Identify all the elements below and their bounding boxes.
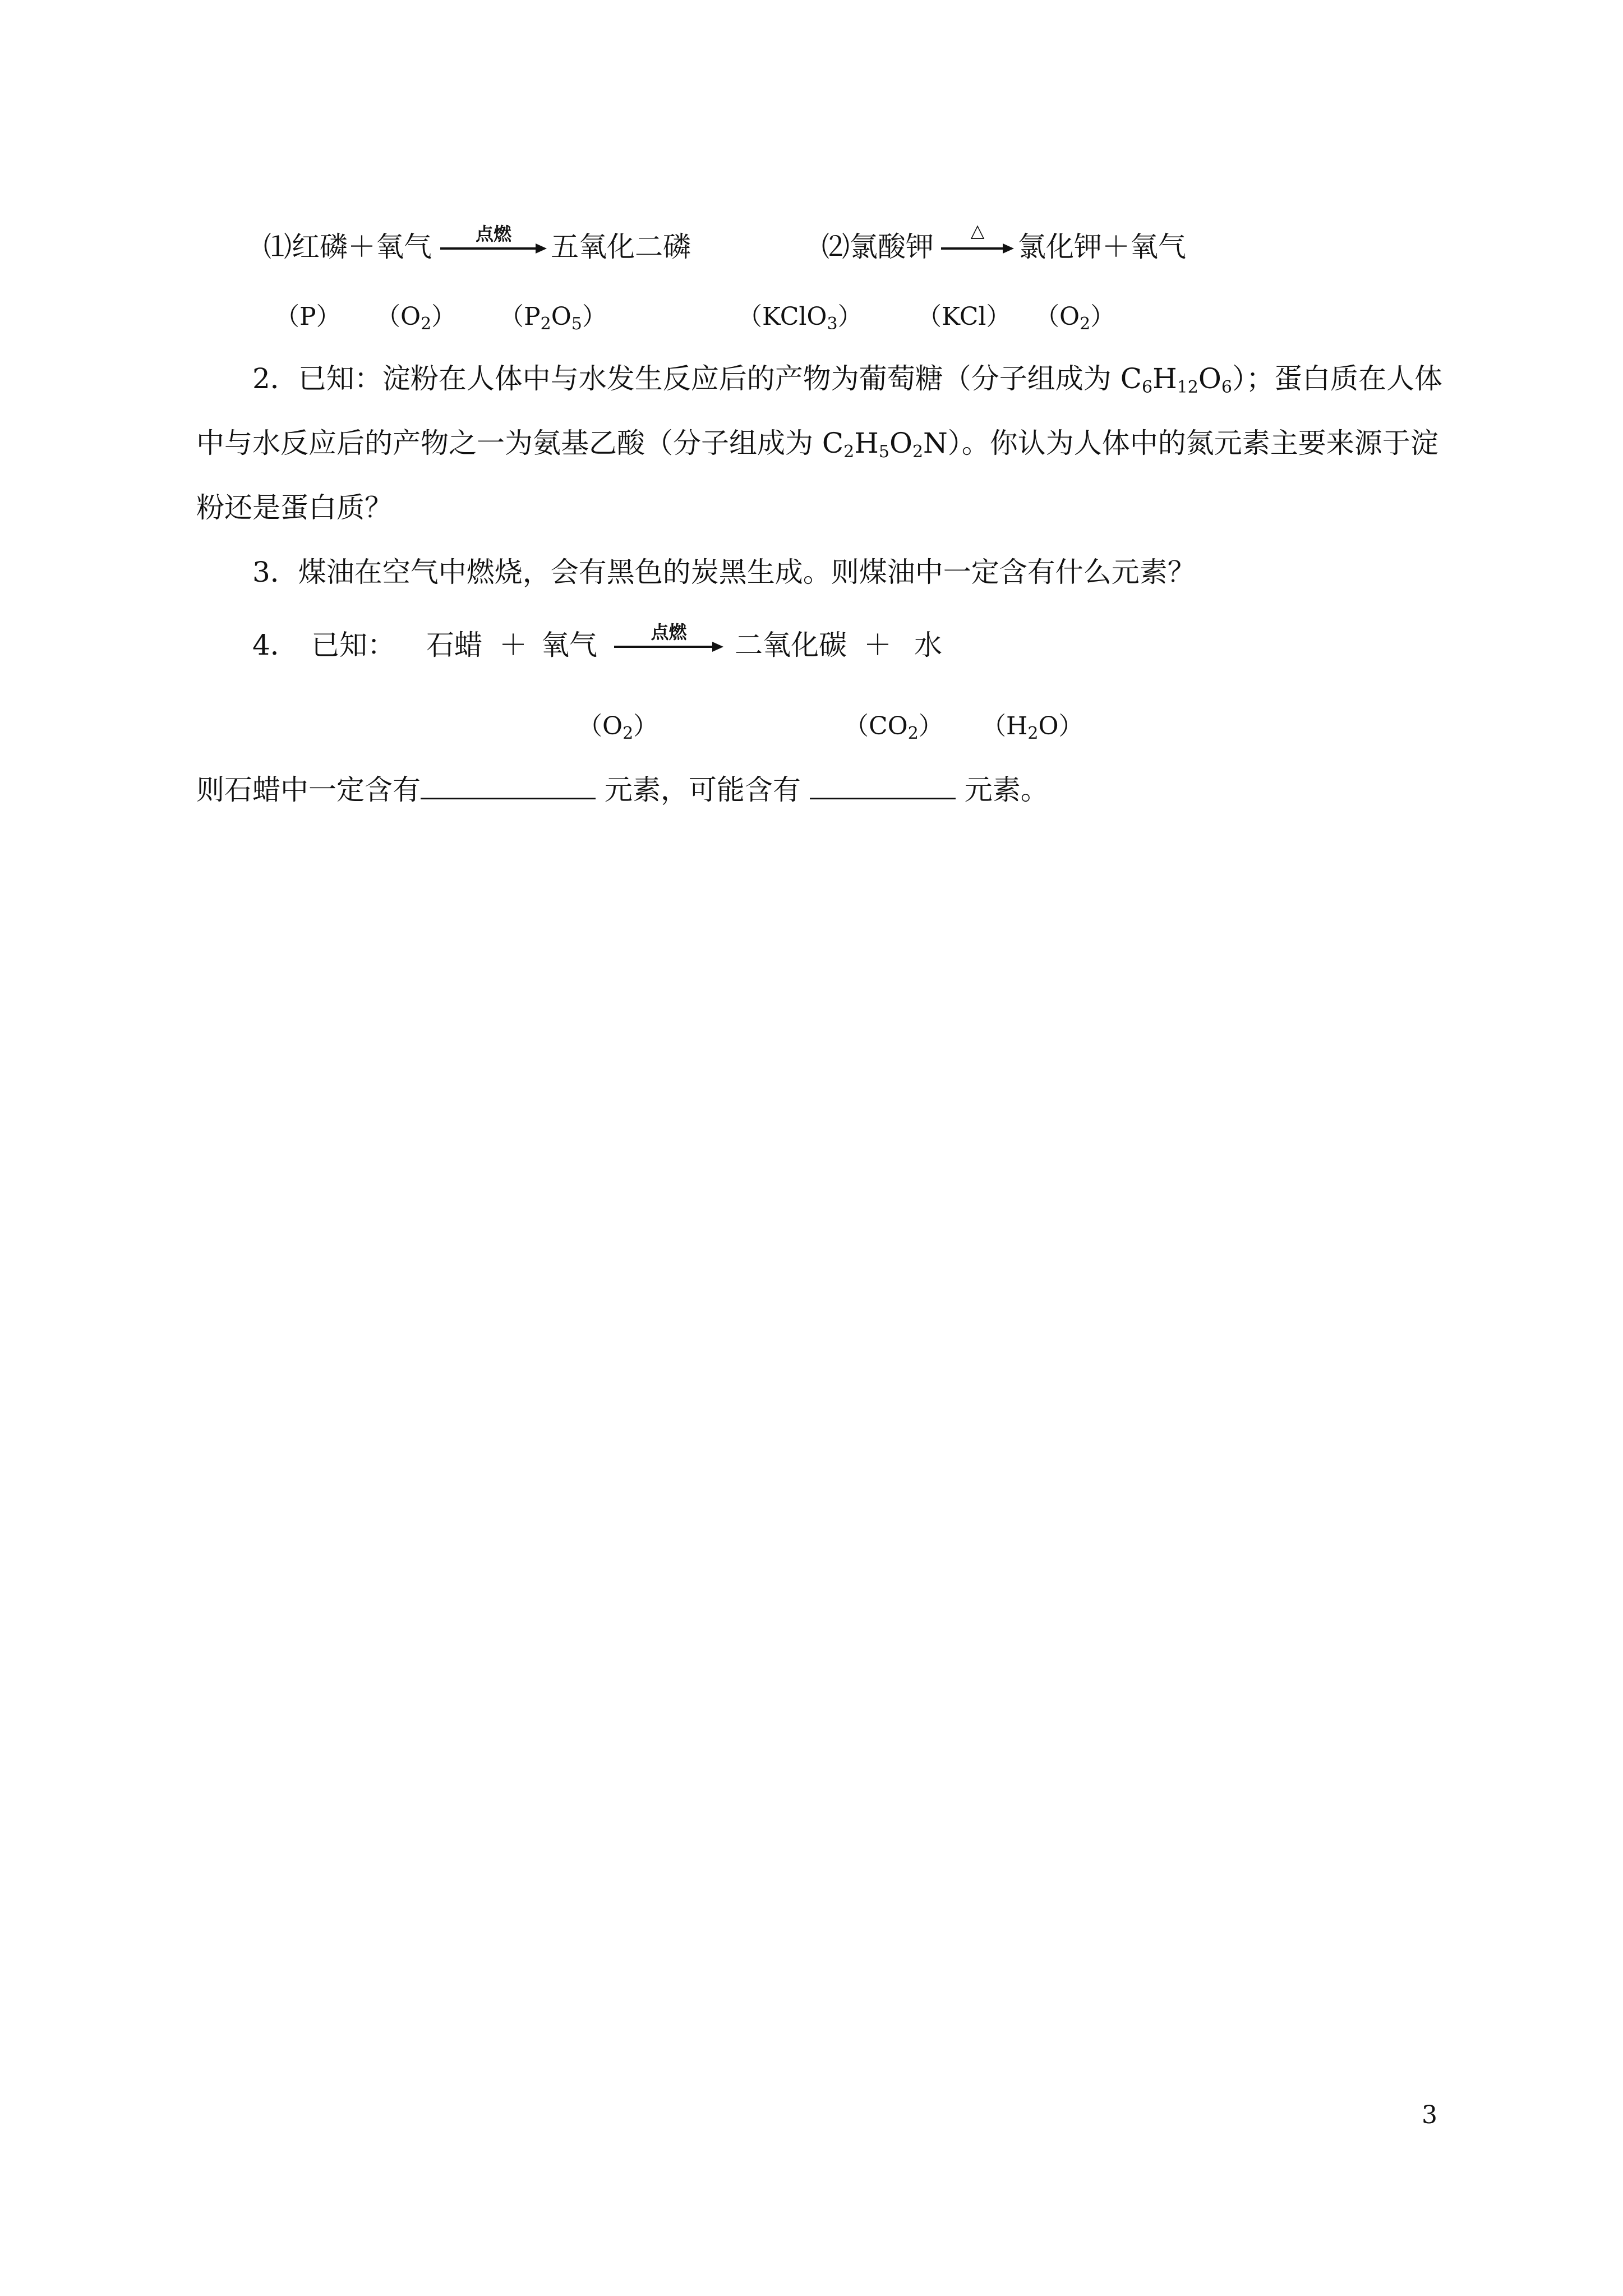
question-4-formula-o2: $(O_2)$: [578, 712, 658, 743]
equation-2-condition: △: [970, 220, 985, 241]
question-4-label: 4．: [252, 629, 298, 661]
equation-1: [264, 227, 432, 266]
question-4-formula-co2: $(CO_2)$: [844, 712, 943, 743]
equation-1-arrow: [440, 224, 547, 264]
formula-o2: $(O_2)$: [376, 302, 457, 334]
question-4-condition: 点燃: [651, 622, 687, 643]
formula-kclo3: （KClO$_3$）: [737, 302, 863, 334]
page-number: 3: [1422, 2101, 1437, 2129]
equation-2-products: 氯化钾＋氧气: [1018, 231, 1186, 263]
question-3: 3．煤油在空气中燃烧，会有黑色的炭黑生成。则煤油中一定含有什么元素？: [252, 556, 1196, 588]
equation-1-products: 五氧化二磷: [551, 231, 691, 263]
answer-blank-definite[interactable]: [421, 769, 596, 799]
equation-2-number: ⑵: [822, 231, 850, 263]
question-2-line-3: 粉还是蛋白质？: [196, 491, 393, 524]
question-4-plus-1: ＋: [499, 629, 527, 661]
equation-1-condition: 点燃: [475, 223, 511, 245]
question-4-formula-h2o: $(H_2O)$: [981, 712, 1083, 743]
formula-o2-b: $(O_2)$: [1035, 302, 1115, 334]
answer-middle: 元素，可能含有: [596, 774, 810, 806]
question-2-line-2: 中与水反应后的产物之一为氨基乙酸（分子组成为 $C_2H_5O_2N$）。你认为人体中的氮元素主要来源于淀: [196, 427, 1438, 462]
answer-blank-possible[interactable]: [810, 769, 956, 799]
formula-p: （P）: [275, 302, 341, 331]
question-4-answer: [196, 769, 1049, 809]
question-2-line-1: 2．已知：淀粉在人体中与水发生反应后的产物为葡萄糖（分子组成为 $C_6H_{12}O_6$）；蛋白质在人体: [252, 362, 1442, 397]
question-4-plus-2: ＋: [864, 629, 892, 661]
equation-1-reactants: 红磷＋氧气: [292, 231, 432, 263]
question-4-reactant-1: 石蜡: [426, 629, 482, 661]
question-4-product-2: 水: [914, 629, 942, 661]
equation-2: [822, 227, 934, 266]
formula-p2o5: $(P_2O_5)$: [499, 302, 607, 334]
answer-prefix: 则石蜡中一定含有: [196, 774, 421, 806]
answer-suffix: 元素。: [955, 774, 1049, 806]
equation-2-reactants: 氯酸钾: [850, 231, 934, 263]
question-4-product-1: 二氧化碳: [735, 629, 847, 661]
question-4-arrow: [614, 623, 723, 662]
question-4-known: 已知：: [311, 629, 395, 661]
formula-kcl: （KCl）: [917, 302, 1011, 331]
equation-1-number: ⑴: [264, 231, 292, 263]
equation-2-arrow: [941, 220, 1014, 264]
question-4-reactant-2: 氧气: [541, 629, 597, 661]
